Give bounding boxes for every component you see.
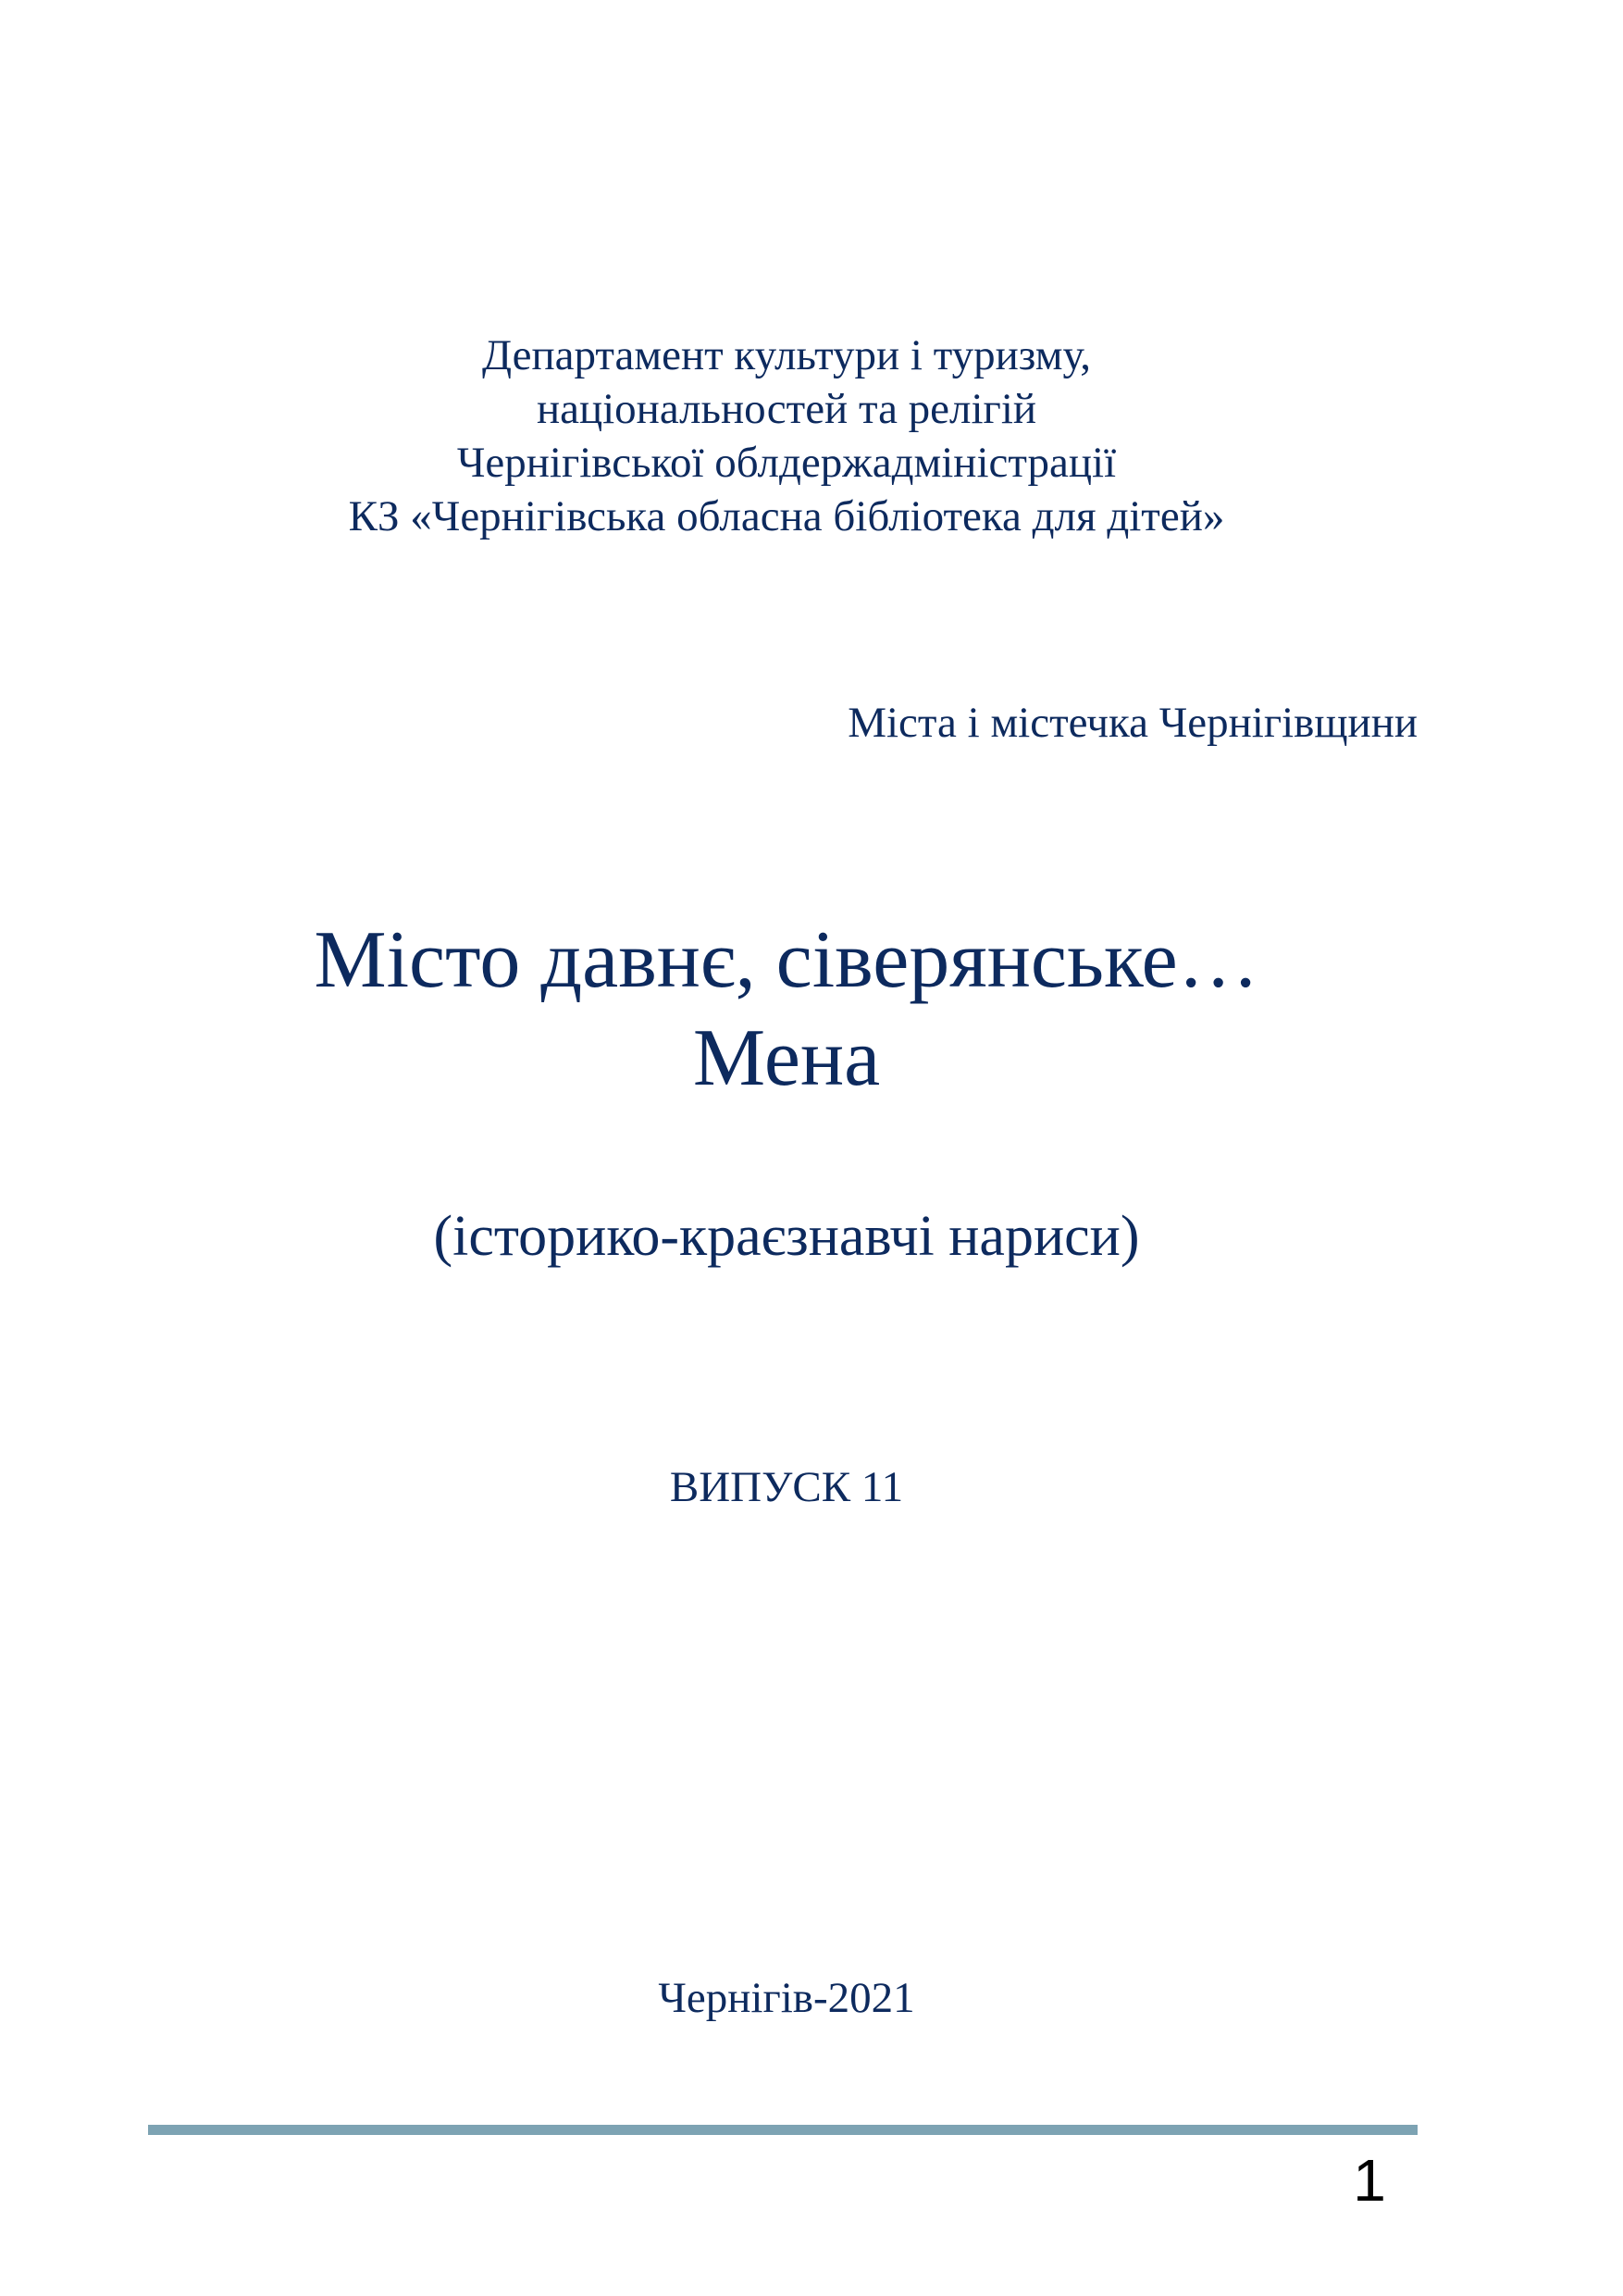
organization-line-4: КЗ «Чернігівська обласна бібліотека для дітей» — [348, 492, 1225, 540]
footer-divider — [148, 2125, 1418, 2135]
organization-header — [0, 329, 1573, 543]
organization-line-1: Департамент культури і туризму, — [482, 331, 1091, 379]
page-number: 1 — [1353, 2147, 1386, 2214]
series-name: Міста і містечка Чернігівщини — [848, 699, 1418, 747]
place-and-year: Чернігів-2021 — [658, 1974, 915, 2022]
issue-number: ВИПУСК 11 — [669, 1463, 904, 1511]
document-title — [0, 912, 1573, 1108]
document-subtitle: (історико-краєзнавчі нариси) — [433, 1205, 1140, 1268]
organization-line-3: Чернігівської облдержадміністрації — [456, 439, 1117, 487]
organization-line-2: національностей та релігій — [536, 385, 1037, 433]
title-line-2: Мена — [692, 1013, 881, 1103]
title-line-1: Місто давнє, сіверянське… — [314, 915, 1259, 1005]
